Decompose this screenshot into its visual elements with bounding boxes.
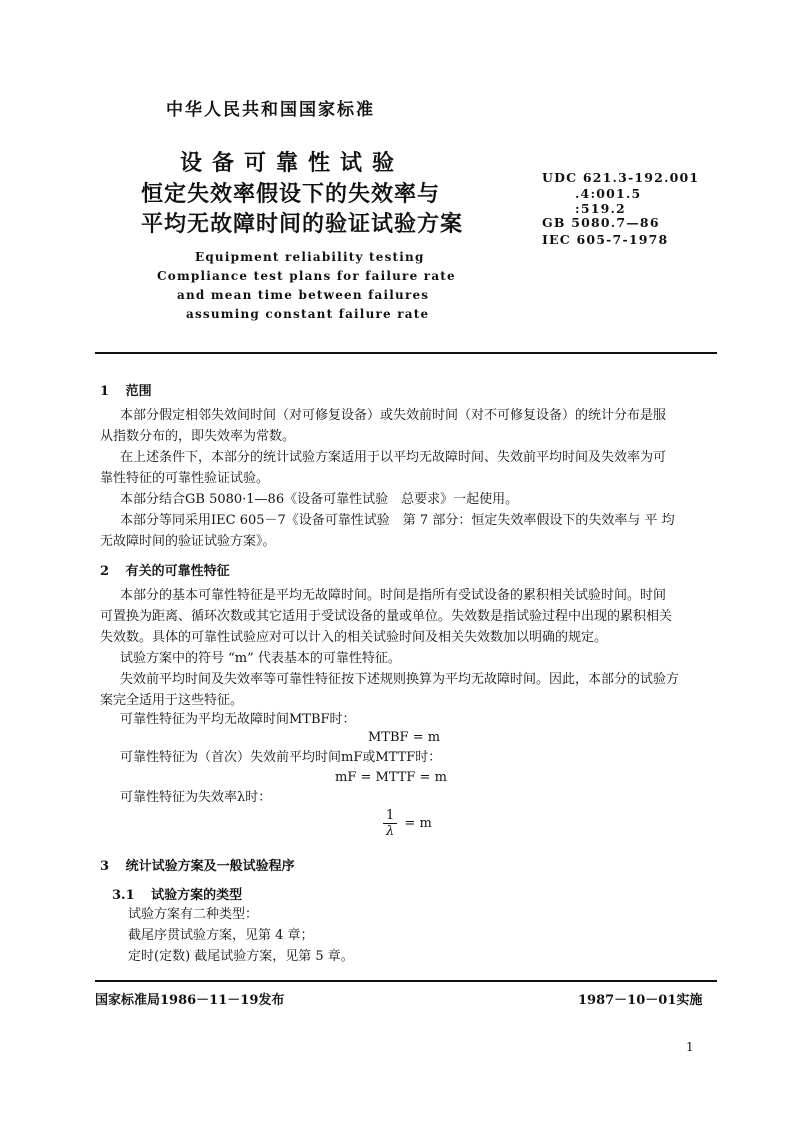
formula-mtbf: MTBF = m bbox=[368, 730, 441, 745]
udc-code-cont-2: :519.2 bbox=[575, 201, 626, 216]
page-number: 1 bbox=[686, 1040, 694, 1054]
s2-p3-line2: 案完全适用于这些特征。 bbox=[100, 693, 244, 708]
section-2-title: 有关的可靠性特征 bbox=[125, 564, 230, 579]
s2-p1-line3: 失效数。具体的可靠性试验应对可以计入的相关试验时间及相关失效数加以明确的规定。 bbox=[100, 630, 608, 645]
section-1-heading bbox=[100, 380, 152, 399]
s1-p1-line1: 本部分假定相邻失效间时间（对可修复设备）或失效前时间（对不可修复设备）的统计分布是服 bbox=[120, 408, 667, 423]
section-3-1-number: 3.1 bbox=[112, 888, 135, 903]
iec-code: IEC 605-7-1978 bbox=[542, 232, 669, 247]
header-divider bbox=[95, 352, 717, 354]
s2-p1-line1: 本部分的基本可靠性特征是平均无故障时间。时间是指所有受试设备的累积相关试验时间。时间 bbox=[120, 588, 667, 603]
issue-date: 国家标准局1986－11－19发布 bbox=[95, 993, 285, 1008]
title-en-line-4: assuming constant failure rate bbox=[186, 307, 430, 321]
title-cn-line-3: 平均无故障时间的验证试验方案 bbox=[141, 211, 464, 237]
effective-date: 1987－10－01实施 bbox=[578, 993, 703, 1008]
section-3-1-heading bbox=[112, 884, 242, 903]
s1-p1-line2: 从指数分布的，即失效率为常数。 bbox=[100, 429, 296, 444]
title-cn-line-1: 设备可靠性试验 bbox=[180, 150, 405, 176]
section-3-1-title: 试验方案的类型 bbox=[151, 888, 243, 903]
title-cn-line-2: 恒定失效率假设下的失效率与 bbox=[141, 181, 441, 207]
title-en-line-3: and mean time between failures bbox=[177, 288, 430, 302]
section-1-number: 1 bbox=[100, 384, 110, 399]
section-1-title: 范围 bbox=[125, 384, 152, 399]
title-en-line-1: Equipment reliability testing bbox=[195, 250, 425, 264]
udc-code-cont-1: .4:001.5 bbox=[575, 186, 642, 201]
fraction bbox=[383, 808, 397, 839]
s1-p3: 本部分结合GB 5080·1—86《设备可靠性试验 总要求》一起使用。 bbox=[120, 492, 519, 507]
formula-mttf: mF = MTTF = m bbox=[335, 770, 447, 785]
s2-p5: 可靠性特征为（首次）失效前平均时间mF或MTTF时： bbox=[120, 750, 442, 765]
national-standard-header: 中华人民共和国国家标准 bbox=[166, 100, 375, 120]
s1-p4-line2: 无故障时间的验证试验方案》。 bbox=[100, 534, 276, 549]
formula-failure-rate bbox=[383, 808, 432, 839]
section-3-heading bbox=[100, 855, 295, 874]
s3-line2: 截尾序贯试验方案，见第 4 章； bbox=[128, 928, 314, 943]
s2-p6: 可靠性特征为失效率λ时： bbox=[120, 790, 272, 805]
s3-line3: 定时(定数) 截尾试验方案，见第 5 章。 bbox=[128, 949, 354, 964]
s2-p2: 试验方案中的符号 “m” 代表基本的可靠性特征。 bbox=[120, 651, 401, 666]
s1-p4-line1: 本部分等同采用IEC 605－7《设备可靠性试验 第 7 部分：恒定失效率假设下的失效率与 平 均 bbox=[120, 513, 675, 528]
s3-line1: 试验方案有二种类型： bbox=[128, 907, 259, 922]
section-3-number: 3 bbox=[100, 859, 110, 874]
fraction-denominator: λ bbox=[386, 824, 395, 839]
section-2-heading bbox=[100, 560, 230, 579]
s1-p2-line2: 靠性特征的可靠性验证试验。 bbox=[100, 471, 270, 486]
section-3-title: 统计试验方案及一般试验程序 bbox=[125, 859, 295, 874]
udc-code: UDC 621.3-192.001 bbox=[542, 170, 700, 185]
section-2-number: 2 bbox=[100, 564, 110, 579]
s1-p2-line1: 在上述条件下，本部分的统计试验方案适用于以平均无故障时间、失效前平均时间及失效率为可 bbox=[120, 450, 667, 465]
title-en-line-2: Compliance test plans for failure rate bbox=[157, 269, 456, 283]
fraction-numerator: 1 bbox=[383, 808, 397, 824]
gb-code: GB 5080.7—86 bbox=[542, 215, 660, 230]
s2-p1-line2: 可置换为距离、循环次数或其它适用于受试设备的量或单位。失效数是指试验过程中出现的累积相关 bbox=[100, 609, 673, 624]
s2-p3-line1: 失效前平均时间及失效率等可靠性特征按下述规则换算为平均无故障时间。因此，本部分的试验方 bbox=[120, 672, 680, 687]
s2-p4: 可靠性特征为平均无故障时间MTBF时： bbox=[120, 712, 356, 727]
footer-divider bbox=[95, 980, 717, 982]
fraction-rhs: = m bbox=[404, 816, 432, 831]
